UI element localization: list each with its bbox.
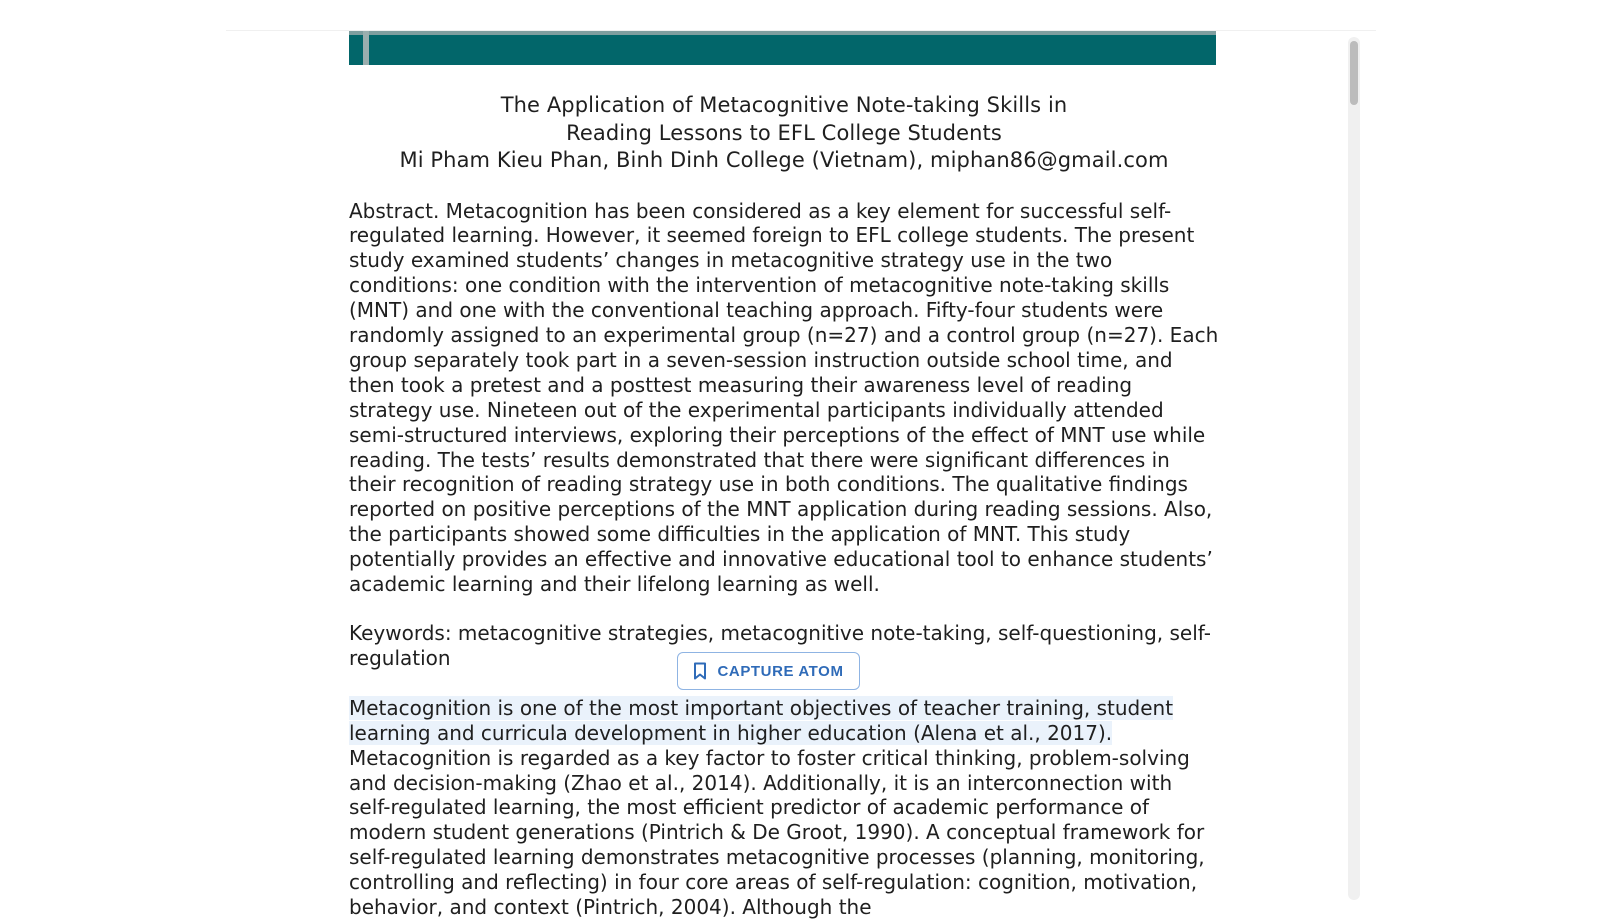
banner-edge <box>349 31 1216 35</box>
capture-atom-label: CAPTURE ATOM <box>717 662 844 680</box>
highlighted-sentence[interactable]: Metacognition is one of the most important objectives of teacher training, student learning and curricula development in higher education (Alena et al., 2017). <box>349 695 1174 745</box>
paper-title-line-1: The Application of Metacognitive Note-taking Skills in <box>500 93 1068 117</box>
journal-banner <box>349 31 1216 65</box>
intro-text: Metacognition is regarded as a key factor to foster critical thinking, problem-solving and decision-making (Zhao et al., 2014). Additionally, it is an interconnection with self-regulated learning, the most efficient predictor of academic performance of modern student generations (Pintrich & De Groot, 1990). A conceptual framework for self-regulated learning demonstrates metacognitive processes (planning, monitoring, controlling and reflecting) in four core areas of self-regulation: cognition, motivation, behavior, and context (Pintrich, 2004). Although the <box>349 745 1205 920</box>
banner-tab <box>363 31 369 65</box>
paper-author-line: Mi Pham Kieu Phan, Binh Dinh College (Vietnam), miphan86@gmail.com <box>399 148 1169 172</box>
intro-paragraph <box>349 696 1219 920</box>
abstract-paragraph: Abstract. Metacognition has been considered as a key element for successful self-regulated learning. However, it seemed foreign to EFL college students. The present study examined students’ changes in metacognitive strategy use in the two conditions: one condition with the intervention of metacognitive note-taking skills (MNT) and one with the conventional teaching approach. Fifty-four students were randomly assigned to an experimental group (n=27) and a control group (n=27). Each group separately took part in a seven-session instruction outside school time, and then took a pretest and a posttest measuring their awareness level of reading strategy use. Nineteen out of the experimental participants individually attended semi-structured interviews, exploring their perceptions of the effect of MNT use while reading. The tests’ results demonstrated that there were significant differences in their recognition of reading strategy use in both conditions. The qualitative findings reported on positive perceptions of the MNT application during reading sessions. Also, the participants showed some difficulties in the application of MNT. This study potentially provides an effective and innovative educational tool to enhance students’ academic learning and their lifelong learning as well. <box>349 198 1219 597</box>
capture-atom-button[interactable] <box>677 652 860 690</box>
paper-page <box>349 31 1219 920</box>
scrollbar-thumb[interactable] <box>1350 41 1358 105</box>
bookmark-icon <box>693 662 707 680</box>
paper-header <box>349 92 1219 175</box>
paper-title-line-2: Reading Lessons to EFL College Students <box>566 120 1002 145</box>
scrollbar-track[interactable] <box>1348 37 1360 900</box>
keywords-paragraph: Keywords: metacognitive strategies, metacognitive note-taking, self-questioning, self-regulation <box>349 621 1211 670</box>
